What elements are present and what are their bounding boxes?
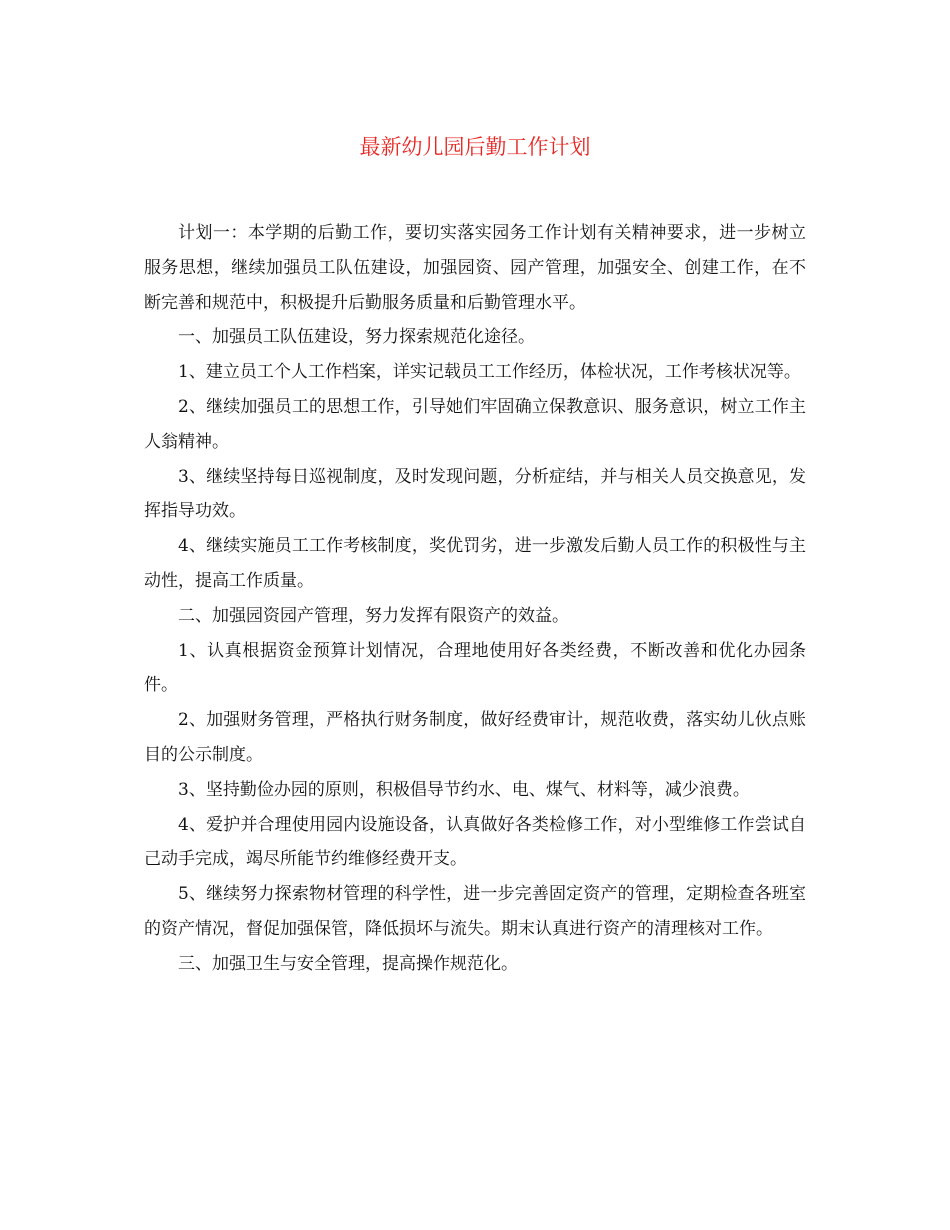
document-body [144,216,806,982]
section-heading-2: 二、加强园资园产管理，努力发挥有限资产的效益。 [178,605,569,626]
document-title: 最新幼儿园后勤工作计划 [359,135,591,159]
paragraph: 1、认真根据资金预算计划情况，合理地使用好各类经费，不断改善和优化办园条件。 [144,640,806,696]
paragraph: 2、加强财务管理，严格执行财务制度，做好经费审计，规范收费，落实幼儿伙点账目的公示制度。 [144,710,806,765]
paragraph-intro: 计划一：本学期的后勤工作，要切实落实园务工作计划有关精神要求，进一步树立服务思想，继续加强员工队伍建设，加强园资、园产管理，加强安全、创建工作，在不断完善和规范中，积极提升后勤服务质量和后勤管理水平。 [144,223,806,313]
paragraph: 3、继续坚持每日巡视制度，及时发现问题，分析症结，并与相关人员交换意见，发挥指导功效。 [144,466,806,522]
section-heading-1: 一、加强员工队伍建设，努力探索规范化途径。 [178,327,535,348]
paragraph: 1、建立员工个人工作档案，详实记载员工工作经历，体检状况，工作考核状况等。 [178,362,801,383]
paragraph: 5、继续努力探索物材管理的科学性，进一步完善固定资产的管理，定期检查各班室的资产情况，督促加强保管，降低损坏与流失。期末认真进行资产的清理核对工作。 [144,884,806,939]
paragraph: 2、继续加强员工的思想工作，引导她们牢固确立保教意识、服务意识，树立工作主人翁精神。 [144,396,806,452]
paragraph: 4、继续实施员工工作考核制度，奖优罚劣，进一步激发后勤人员工作的积极性与主动性，提高工作质量。 [144,536,806,591]
section-heading-3: 三、加强卫生与安全管理，提高操作规范化。 [178,953,518,974]
paragraph: 3、坚持勤俭办园的原则，积极倡导节约水、电、煤气、材料等，减少浪费。 [178,779,750,800]
paragraph: 4、爱护并合理使用园内设施设备，认真做好各类检修工作，对小型维修工作尝试自己动手完成，竭尽所能节约维修经费开支。 [144,814,806,870]
